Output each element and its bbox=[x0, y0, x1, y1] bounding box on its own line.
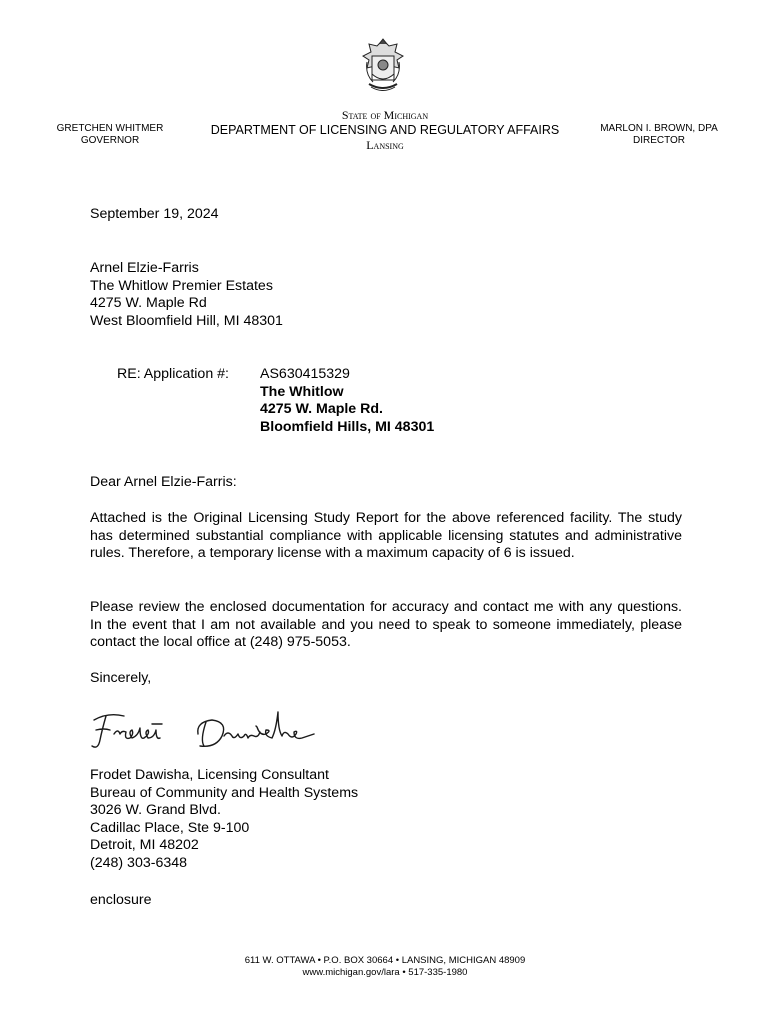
recipient-name: Arnel Elzie-Farris bbox=[90, 260, 199, 276]
city-name: Lansing bbox=[366, 138, 404, 152]
state-name: State of Michigan bbox=[341, 108, 429, 122]
director-name: MARLON I. BROWN, DPA bbox=[600, 123, 718, 134]
facility-city: Bloomfield Hills, MI 48301 bbox=[260, 418, 435, 435]
re-label: RE: Application #: bbox=[117, 366, 229, 382]
letter-date: September 19, 2024 bbox=[90, 206, 219, 222]
governor-name: GRETCHEN WHITMER bbox=[56, 123, 164, 134]
department-name: DEPARTMENT OF LICENSING AND REGULATORY AFFAIRS bbox=[210, 123, 560, 137]
facility-name: The Whitlow bbox=[260, 383, 344, 400]
footer bbox=[0, 955, 770, 978]
governor-block bbox=[35, 123, 185, 147]
state-seal-icon bbox=[359, 38, 407, 94]
signer-suite: Cadillac Place, Ste 9-100 bbox=[90, 819, 250, 836]
paragraph-contact: Please review the enclosed documentation for accuracy and contact me with any questions. In the event that I am not available and you need to speak to someone immediately, please contact the local office at (248) 975-5053. bbox=[90, 599, 682, 651]
recipient-address bbox=[90, 260, 682, 330]
salutation: Dear Arnel Elzie-Farris: bbox=[90, 474, 237, 490]
signer-phone: (248) 303-6348 bbox=[90, 854, 188, 871]
recipient-city: West Bloomfield Hill, MI 48301 bbox=[90, 312, 283, 329]
director-title: DIRECTOR bbox=[632, 135, 686, 146]
signer-name-title: Frodet Dawisha, Licensing Consultant bbox=[90, 767, 329, 783]
recipient-organization: The Whitlow Premier Estates bbox=[90, 277, 273, 294]
signer-block bbox=[90, 767, 682, 873]
re-details bbox=[260, 366, 434, 436]
paragraph-license-issued: Attached is the Original Licensing Study Report for the above referenced facility. The study has determined substantial compliance with applicable licensing statutes and administrative rules. Therefore, a temporary license with a maximum capacity of 6 is issued. bbox=[90, 510, 682, 562]
recipient-street: 4275 W. Maple Rd bbox=[90, 295, 207, 312]
facility-street: 4275 W. Maple Rd. bbox=[260, 401, 383, 418]
footer-contact: www.michigan.gov/lara • 517-335-1980 bbox=[302, 966, 468, 978]
signer-street: 3026 W. Grand Blvd. bbox=[90, 802, 221, 819]
director-block bbox=[584, 123, 734, 147]
closing: Sincerely, bbox=[90, 670, 152, 686]
footer-address: 611 W. OTTAWA • P.O. BOX 30664 • LANSING, MICHIGAN 48909 bbox=[244, 955, 526, 966]
signer-city: Detroit, MI 48202 bbox=[90, 837, 199, 854]
governor-title: GOVERNOR bbox=[80, 135, 140, 146]
handwritten-signature bbox=[88, 700, 320, 756]
enclosure-note: enclosure bbox=[90, 892, 152, 908]
department-header bbox=[185, 108, 585, 152]
application-number: AS630415329 bbox=[260, 366, 350, 382]
signer-bureau: Bureau of Community and Health Systems bbox=[90, 784, 359, 801]
